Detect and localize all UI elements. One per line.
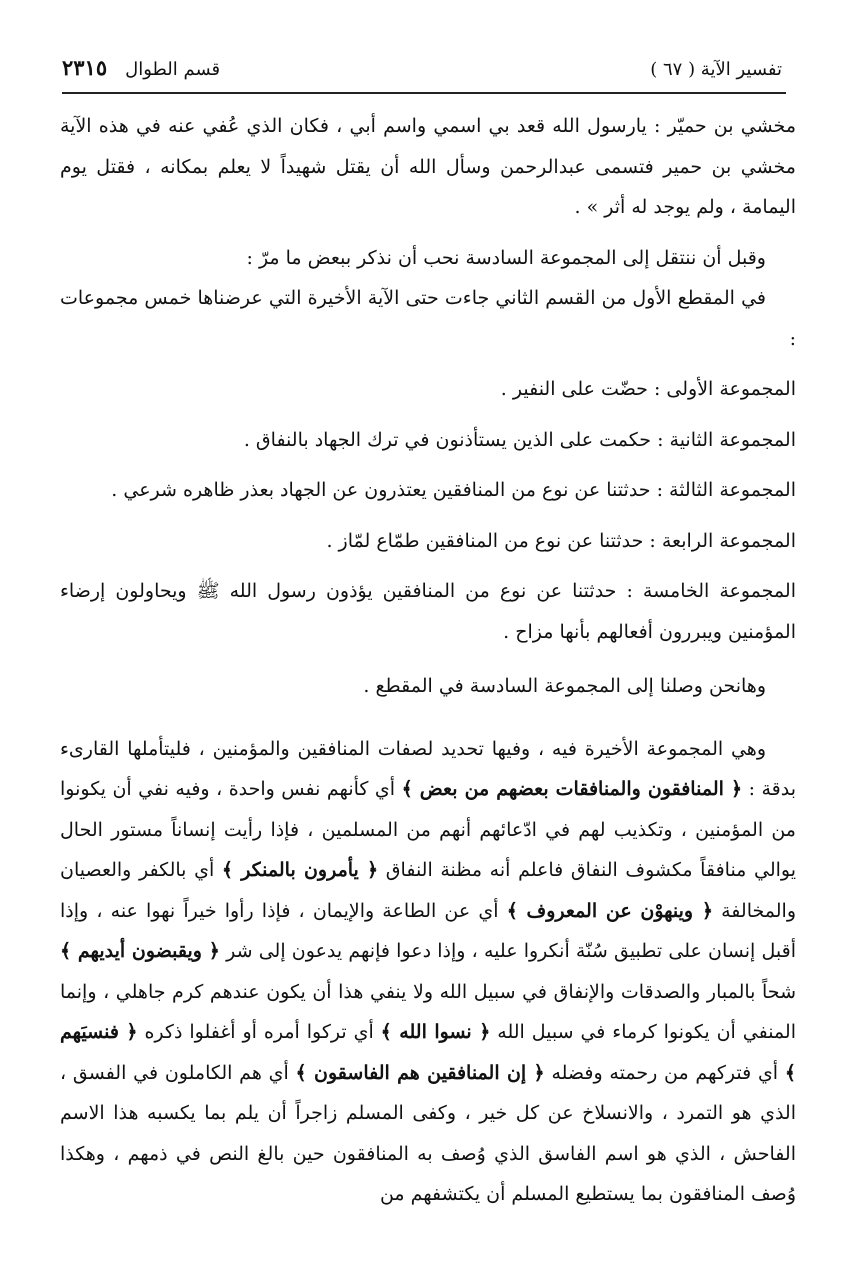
- quran-quote: ﴿ نسوا الله ﴾: [380, 1021, 491, 1043]
- text-run: وقبل أن ننتقل إلى المجموعة السادسة نحب أن نذكر ببعض ما مرّ :: [246, 246, 766, 269]
- paragraph-sixth-group: [60, 729, 796, 1215]
- paragraph-intro: [60, 238, 796, 279]
- quran-quote: ﴿ ويقبضون أيديهم ﴾: [60, 940, 220, 962]
- text-run: أي عن الطاعة والإيمان ، فإذا رأوا خيراً نهوا عنه ، وإذا أقبل إنسان على تطبيق سُنّة أنكروا عليه ، وإذا دعوا فإنهم يدعون إلى شر: [60, 899, 796, 962]
- text-run: في المقطع الأول من القسم الثاني جاءت حتى الآية الأخيرة التي عرضناها خمس مجموعات :: [60, 287, 796, 350]
- text-run: أي بالكفر والعصيان والمخالفة: [60, 859, 796, 922]
- text-run: المجموعة الأولى : حضّت على النفير .: [500, 378, 796, 400]
- paragraph-summary: [60, 278, 796, 359]
- header-left-group: [62, 54, 220, 84]
- text-run: مخشي بن حميّر : يارسول الله قعد بي اسمي واسم أبي ، فكان الذي عُفي عنه في هذه الآية مخشي بن حمير فتسمى عبدالرحمن وسأل الله أن يقتل شهيداً لا يعلم بمكانه ، فقتل يوم اليمامة ، ولم يوجد له أثر » .: [60, 115, 796, 218]
- paragraph-sixth-group-intro: [60, 666, 796, 707]
- page-number: ٢٣١٥: [62, 55, 108, 80]
- text-run: أي كأنهم نفس واحدة ، وفيه نفي أن يكونوا من المؤمنين ، وتكذيب لهم في ادّعائهم أنهم من المسلمين ، فإذا رأيت إنساناً مستور الحال يوالي منافقاً مكشوف النفاق فاعلم أنه مظنة النفاق: [60, 778, 796, 881]
- text-run: المجموعة الرابعة : حدثتنا عن نوع من المنافقين طمّاع لمّاز .: [326, 529, 796, 552]
- group-four: [60, 521, 796, 562]
- group-one: [60, 369, 796, 410]
- page-header: [62, 54, 782, 84]
- quran-quote: ﴿ فنسيَهم ﴾: [60, 1021, 796, 1084]
- running-title: تفسير الآية ( ٦٧ ): [650, 59, 782, 80]
- group-two: [60, 420, 796, 461]
- quran-quote: ﴿ وينهوْن عن المعروف ﴾: [506, 899, 713, 922]
- page-body: [60, 106, 796, 1215]
- header-rule: [62, 92, 786, 94]
- text-run: شحاً بالمبار والصدقات والإنفاق في سبيل الله ولا ينفي هذا أن يكون عندهم كرم جاهلي ، وإنما المنفي أن يكونوا كرماء في سبيل الله: [60, 980, 796, 1043]
- quran-quote: ﴿ يأمرون بالمنكر ﴾: [221, 859, 379, 881]
- text-run: أي فتركهم من رحمته وفضله: [544, 1061, 785, 1084]
- text-run: وهانحن وصلنا إلى المجموعة السادسة في المقطع .: [363, 675, 766, 697]
- text-run: المجموعة الخامسة : حدثتنا عن نوع من المنافقين يؤذون رسول الله ﷺ ويحاولون إرضاء المؤمنين ويبررون أفعالهم بأنها مزاح .: [60, 580, 796, 643]
- text-run: وهي المجموعة الأخيرة فيه ، وفيها تحديد لصفات المنافقين والمؤمنين ، فليتأملها القارىء بدقة :: [60, 737, 796, 800]
- paragraph-hadith-end: [60, 106, 796, 228]
- text-run: أي هم الكاملون في الفسق ، الذي هو التمرد ، والانسلاخ عن كل خير ، وكفى المسلم زاجراً أن يلم بما يكسبه هذا الاسم الفاحش ، الذي هو اسم الفاسق الذي وُصف به المنافقون حين بالغ النص في ذمهم ، وهكذا وُصف المنافقون بما يستطيع المسلم أن يكتشفهم من: [60, 1061, 796, 1205]
- group-five: [60, 571, 796, 652]
- quran-quote: ﴿ إن المنافقين هم الفاسقون ﴾: [295, 1061, 545, 1084]
- text-run: أي تركوا أمره أو أغفلوا ذكره: [137, 1021, 381, 1043]
- group-three: [60, 470, 796, 511]
- text-run: المجموعة الثانية : حكمت على الذين يستأذنون في ترك الجهاد بالنفاق .: [243, 428, 796, 451]
- text-run: المجموعة الثالثة : حدثتنا عن نوع من المنافقين يعتذرون عن الجهاد بعذر ظاهره شرعي .: [111, 479, 796, 501]
- section-title: قسم الطوال: [125, 59, 221, 80]
- quran-quote: ﴿ المنافقون والمنافقات بعضهم من بعض ﴾: [401, 778, 743, 800]
